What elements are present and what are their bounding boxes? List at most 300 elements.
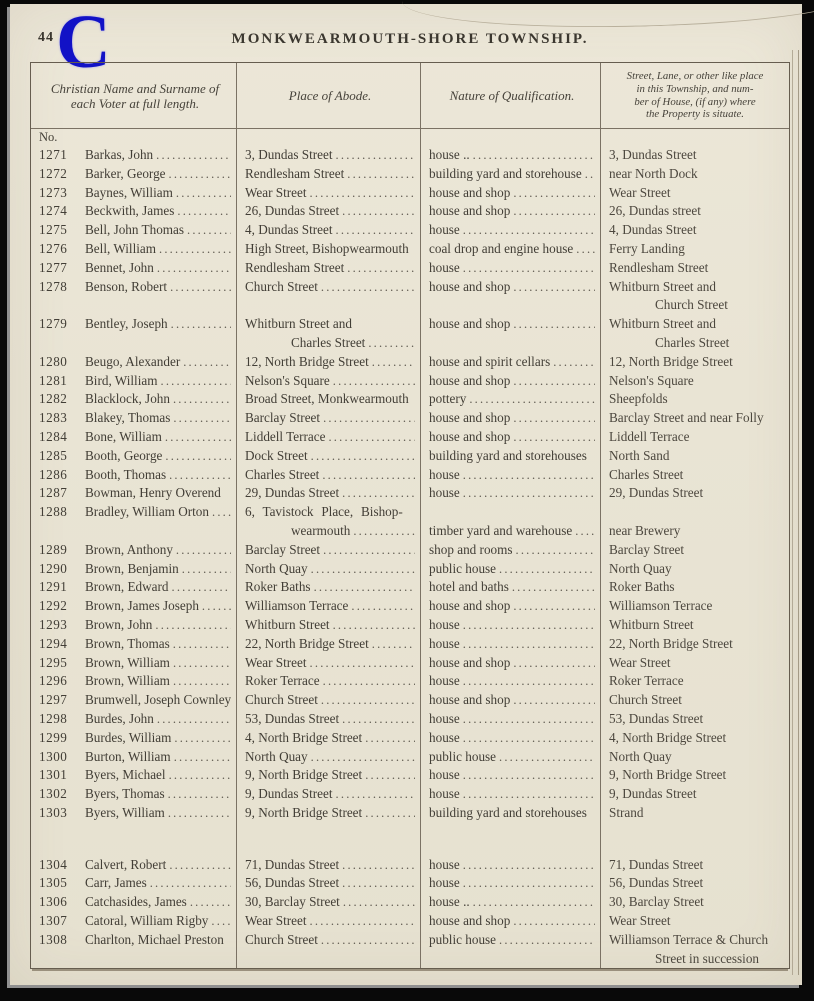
cell-name	[31, 654, 237, 673]
cell-line	[39, 390, 231, 409]
cell-text: Beugo, Alexander	[85, 353, 181, 369]
cell-text: house	[429, 729, 460, 745]
cell-abode	[237, 785, 421, 804]
cell-text: near North Dock	[609, 165, 698, 181]
cell-abode	[237, 221, 421, 240]
cell-text: Charles Street	[291, 334, 366, 350]
cell-line	[245, 409, 415, 428]
dotted-leader	[166, 165, 231, 184]
dotted-leader	[510, 654, 595, 673]
dotted-leader	[184, 221, 231, 240]
cell-qualification	[421, 503, 601, 541]
cell-abode	[237, 710, 421, 729]
cell-street	[601, 466, 789, 485]
cell-line	[245, 654, 415, 673]
cell-line	[609, 428, 784, 447]
cell-text: Brown, William	[85, 654, 170, 670]
cell-name	[31, 560, 237, 579]
cell-line	[429, 654, 595, 673]
cell-abode	[237, 766, 421, 785]
cell-text: house and shop	[429, 654, 511, 670]
cell-name	[31, 165, 237, 184]
dotted-leader	[339, 484, 415, 503]
cell-text: Rendlesham Street	[609, 259, 709, 275]
cell-line	[39, 409, 231, 428]
cell-line	[245, 221, 415, 240]
voter-number: 1301	[39, 767, 68, 783]
cell-street	[601, 278, 789, 316]
voter-number: 1277	[39, 259, 68, 275]
cell-street	[601, 912, 789, 931]
cell-name	[31, 766, 237, 785]
cell-qualification	[421, 428, 601, 447]
cell-line	[245, 691, 415, 710]
cell-text: house	[429, 616, 460, 632]
cell-text: house	[429, 710, 460, 726]
dotted-leader	[339, 874, 415, 893]
cell-street	[601, 931, 789, 969]
cell-text: Bowman, Henry Overend	[85, 485, 221, 501]
cell-text: house and shop	[429, 203, 511, 219]
header-name-line: each Voter at full length.	[70, 95, 200, 111]
cell-text: 3, Dundas Street	[609, 147, 697, 162]
cell-line	[429, 616, 595, 635]
cell-text: coal drop and engine house	[429, 240, 574, 256]
cell-text: Brown, Anthony	[85, 541, 173, 557]
cell-line	[39, 691, 231, 710]
cell-line	[39, 874, 231, 893]
cell-name	[31, 893, 237, 912]
table-row	[31, 931, 789, 969]
cell-line	[609, 748, 784, 767]
header-street-line: in this Township, and num-	[636, 82, 754, 95]
cell-name	[31, 672, 237, 691]
cell-text: house and shop	[429, 316, 511, 332]
dotted-leader	[165, 804, 231, 823]
dotted-leader	[344, 165, 415, 184]
cell-qualification	[421, 146, 601, 165]
dotted-leader	[460, 672, 595, 691]
dotted-leader	[308, 447, 415, 466]
cell-street	[601, 710, 789, 729]
dotted-leader	[209, 503, 231, 522]
cell-line	[39, 672, 231, 691]
cell-text: 4, Dundas Street	[245, 222, 333, 238]
cell-line	[429, 428, 595, 447]
cell-qualification	[421, 785, 601, 804]
cell-line	[39, 447, 231, 466]
dotted-leader	[320, 409, 415, 428]
cell-line	[39, 912, 231, 931]
table-row	[31, 893, 789, 912]
table-row	[31, 372, 789, 391]
cell-qualification	[421, 560, 601, 579]
dotted-leader	[510, 597, 595, 616]
cell-line	[39, 353, 231, 372]
cell-text: Church Street	[245, 692, 318, 708]
cell-text: building yard and storehouses	[429, 447, 587, 463]
cell-line	[39, 146, 231, 165]
table-row	[31, 315, 789, 353]
table-row	[31, 874, 789, 893]
table-row	[31, 466, 789, 485]
cell-text: Bell, William	[85, 240, 157, 256]
cell-line	[429, 278, 595, 297]
voter-number: 1278	[39, 278, 68, 294]
dotted-leader	[460, 856, 595, 875]
cell-street	[601, 503, 789, 541]
voter-number: 1308	[39, 931, 68, 947]
cell-name	[31, 259, 237, 278]
dotted-leader	[170, 635, 231, 654]
cell-line	[429, 259, 595, 278]
cell-qualification	[421, 315, 601, 353]
cell-text: 29, Dundas Street	[609, 485, 704, 501]
cell-text: Broad Street, Monkwearmouth	[245, 391, 409, 407]
cell-line	[39, 202, 231, 221]
cell-text: timber yard and warehouse	[429, 522, 573, 538]
cell-text: Rendlesham Street	[245, 165, 345, 181]
cell-empty	[421, 129, 601, 146]
cell-line	[245, 748, 415, 767]
dotted-leader	[319, 466, 415, 485]
cell-line	[39, 428, 231, 447]
cell-text: Brown, James Joseph	[85, 598, 199, 614]
cell-line	[39, 165, 231, 184]
table-row	[31, 766, 789, 785]
cell-text: public house	[429, 931, 497, 947]
cell-line	[245, 804, 415, 823]
cell-qualification	[421, 691, 601, 710]
cell-qualification	[421, 165, 601, 184]
cell-line	[429, 560, 595, 579]
dotted-leader	[460, 466, 595, 485]
cell-line	[39, 710, 231, 729]
cell-name	[31, 856, 237, 875]
cell-qualification	[421, 184, 601, 203]
cell-line	[245, 334, 415, 353]
voter-number: 1293	[39, 616, 68, 632]
dotted-leader	[169, 578, 231, 597]
cell-text: house and shop	[429, 913, 511, 929]
cell-abode	[237, 654, 421, 673]
dotted-leader	[152, 616, 231, 635]
cell-abode	[237, 409, 421, 428]
header-street-line: ber of House, (if any) where	[634, 95, 756, 108]
cell-line	[609, 484, 784, 503]
cell-line	[245, 597, 415, 616]
cell-abode	[237, 503, 421, 541]
cell-text: High Street, Bishopwearmouth	[245, 240, 409, 256]
cell-qualification	[421, 856, 601, 875]
cell-qualification	[421, 710, 601, 729]
dotted-leader	[510, 409, 595, 428]
cell-line	[609, 541, 784, 560]
cell-line	[429, 672, 595, 691]
table-row	[31, 748, 789, 767]
dotted-leader	[460, 259, 595, 278]
cell-line	[609, 259, 784, 278]
cell-name	[31, 372, 237, 391]
cell-text: 26, Dundas street	[609, 203, 701, 219]
cell-abode	[237, 447, 421, 466]
cell-line	[429, 447, 595, 466]
dotted-leader	[470, 146, 595, 165]
cell-street	[601, 635, 789, 654]
cell-qualification	[421, 748, 601, 767]
cell-text: 53, Dundas Street	[609, 710, 704, 726]
cell-line	[609, 672, 784, 691]
cell-qualification	[421, 353, 601, 372]
cell-name	[31, 466, 237, 485]
dotted-leader	[365, 334, 415, 353]
cell-text: 56, Dundas Street	[609, 875, 704, 891]
cell-abode	[237, 278, 421, 316]
table-row	[31, 221, 789, 240]
cell-qualification	[421, 372, 601, 391]
cell-line	[609, 710, 784, 729]
cell-line	[609, 334, 784, 353]
voter-number: 1273	[39, 184, 68, 200]
dotted-leader	[339, 710, 415, 729]
cell-text: Blacklock, John	[85, 391, 170, 407]
dotted-leader	[166, 766, 231, 785]
cell-line	[245, 184, 415, 203]
cell-text: 56, Dundas Street	[245, 875, 340, 891]
cell-text: Wear Street	[609, 654, 671, 670]
cell-line	[39, 856, 231, 875]
cell-line	[429, 729, 595, 748]
cell-street	[601, 409, 789, 428]
dotted-leader	[307, 184, 415, 203]
cell-no-label	[31, 129, 237, 146]
cell-qualification	[421, 409, 601, 428]
cell-line	[609, 931, 784, 950]
cell-text: Byers, Michael	[85, 767, 166, 783]
dotted-leader	[333, 785, 415, 804]
cell-line	[429, 466, 595, 485]
dotted-leader	[153, 146, 231, 165]
cell-line	[245, 240, 415, 259]
cell-text: Williamson Terrace & Church	[609, 931, 769, 947]
cell-street	[601, 578, 789, 597]
cell-line	[245, 428, 415, 447]
cell-line	[245, 503, 415, 522]
cell-name	[31, 710, 237, 729]
cell-text: house and shop	[429, 278, 511, 294]
dotted-leader	[460, 874, 595, 893]
cell-qualification	[421, 893, 601, 912]
cell-line	[39, 484, 231, 503]
voter-number: 1306	[39, 894, 68, 910]
cell-abode	[237, 578, 421, 597]
voter-number: 1300	[39, 748, 68, 764]
cell-street	[601, 184, 789, 203]
cell-street	[601, 804, 789, 823]
dotted-leader	[510, 428, 595, 447]
dotted-leader	[339, 202, 415, 221]
dotted-leader	[307, 654, 415, 673]
cell-text: Wear Street	[245, 913, 307, 929]
cell-line	[39, 372, 231, 391]
cell-text: Whitburn Street and	[245, 316, 352, 332]
cell-street	[601, 240, 789, 259]
dotted-leader	[460, 785, 595, 804]
cell-line	[245, 202, 415, 221]
table-row	[31, 635, 789, 654]
cell-text: Whitburn Street and	[609, 278, 716, 294]
dotted-leader	[496, 931, 595, 950]
cell-line	[429, 484, 595, 503]
cell-text: 26, Dundas Street	[245, 203, 340, 219]
cell-line	[429, 221, 595, 240]
cell-text: house	[429, 485, 460, 501]
cell-line	[609, 184, 784, 203]
cell-name	[31, 428, 237, 447]
cell-text: 71, Dundas Street	[245, 856, 340, 872]
dotted-leader	[154, 710, 231, 729]
cell-empty	[237, 129, 421, 146]
cell-line	[429, 315, 595, 334]
dotted-leader	[147, 874, 231, 893]
cell-qualification	[421, 672, 601, 691]
cell-text: Bradley, William Orton	[85, 504, 209, 520]
table-row	[31, 428, 789, 447]
dotted-leader	[510, 202, 595, 221]
cell-street	[601, 654, 789, 673]
voter-number: 1297	[39, 692, 68, 708]
cell-line	[245, 766, 415, 785]
cell-line	[39, 503, 231, 522]
cell-line	[609, 804, 784, 823]
cell-abode	[237, 729, 421, 748]
cell-qualification	[421, 447, 601, 466]
voter-number: 1291	[39, 579, 68, 595]
cell-text: Brown, Edward	[85, 579, 169, 595]
voter-number: 1271	[39, 147, 68, 162]
dotted-leader	[369, 635, 415, 654]
cell-text: Williamson Terrace	[245, 598, 349, 614]
dotted-leader	[311, 578, 415, 597]
table-row	[31, 259, 789, 278]
cell-street	[601, 560, 789, 579]
cell-text: 4, North Bridge Street	[609, 729, 727, 745]
cell-name	[31, 616, 237, 635]
dotted-leader	[460, 484, 595, 503]
cell-text: Catoral, William Rigby	[85, 913, 209, 929]
cell-abode	[237, 353, 421, 372]
table-row	[31, 856, 789, 875]
cell-abode	[237, 874, 421, 893]
cell-qualification	[421, 931, 601, 969]
dotted-leader	[460, 710, 595, 729]
cell-line	[609, 409, 784, 428]
cell-line	[39, 221, 231, 240]
cell-text: house ..	[429, 147, 470, 162]
cell-text: 30, Barclay Street	[245, 894, 340, 910]
cell-line	[245, 390, 415, 409]
table-body	[31, 146, 789, 968]
dotted-leader	[187, 893, 231, 912]
dotted-leader	[510, 691, 595, 710]
dotted-leader	[168, 315, 231, 334]
cell-line	[245, 912, 415, 931]
cell-text: Calvert, Robert	[85, 856, 167, 872]
cell-text: 22, North Bridge Street	[245, 635, 369, 651]
dotted-leader	[171, 729, 231, 748]
cell-text: 9, North Bridge Street	[245, 804, 363, 820]
cell-line	[245, 315, 415, 334]
cell-line	[245, 146, 415, 165]
dotted-leader	[170, 654, 231, 673]
cell-street	[601, 428, 789, 447]
cell-line	[245, 484, 415, 503]
cell-text: Catchasides, James	[85, 894, 187, 910]
cell-text: Church Street	[245, 278, 318, 294]
cell-street	[601, 447, 789, 466]
dotted-leader	[509, 578, 595, 597]
table-row	[31, 804, 789, 823]
voter-number: 1282	[39, 391, 68, 407]
spacer-row	[31, 823, 789, 856]
cell-line	[609, 785, 784, 804]
cell-line	[609, 912, 784, 931]
cell-street	[601, 390, 789, 409]
cell-text: house	[429, 673, 460, 689]
cell-abode	[237, 390, 421, 409]
cell-text: 4, Dundas Street	[609, 222, 697, 238]
cell-name	[31, 390, 237, 409]
cell-line	[39, 240, 231, 259]
voter-number: 1288	[39, 504, 68, 520]
dotted-leader	[320, 672, 415, 691]
cell-text: house	[429, 222, 460, 238]
cell-text: North Quay	[245, 748, 308, 764]
dotted-leader	[173, 184, 231, 203]
cell-qualification	[421, 912, 601, 931]
page-number: 44	[38, 30, 54, 45]
cell-text: Burdes, William	[85, 729, 172, 745]
cell-line	[609, 635, 784, 654]
cell-line	[609, 221, 784, 240]
cell-line	[429, 409, 595, 428]
dotted-leader	[369, 353, 415, 372]
cell-text: house	[429, 856, 460, 872]
cell-street	[601, 672, 789, 691]
cell-qualification	[421, 278, 601, 316]
cell-name	[31, 315, 237, 353]
cell-text: Charles Street	[245, 466, 320, 482]
dotted-leader	[179, 560, 231, 579]
cell-line	[609, 616, 784, 635]
voter-number: 1290	[39, 560, 68, 576]
cell-line	[429, 165, 595, 184]
cell-line	[609, 522, 784, 541]
voter-number: 1285	[39, 447, 68, 463]
dotted-leader	[166, 856, 231, 875]
cell-text: Wear Street	[609, 184, 671, 200]
cell-street	[601, 823, 789, 856]
cell-line	[245, 259, 415, 278]
voter-number: 1295	[39, 654, 68, 670]
cell-text: 9, Dundas Street	[245, 786, 333, 802]
dotted-leader	[510, 912, 595, 931]
cell-empty	[601, 129, 789, 146]
cell-line	[609, 146, 784, 165]
cell-text: 3, Dundas Street	[245, 147, 333, 162]
cell-text: 30, Barclay Street	[609, 894, 704, 910]
dotted-leader	[165, 785, 231, 804]
